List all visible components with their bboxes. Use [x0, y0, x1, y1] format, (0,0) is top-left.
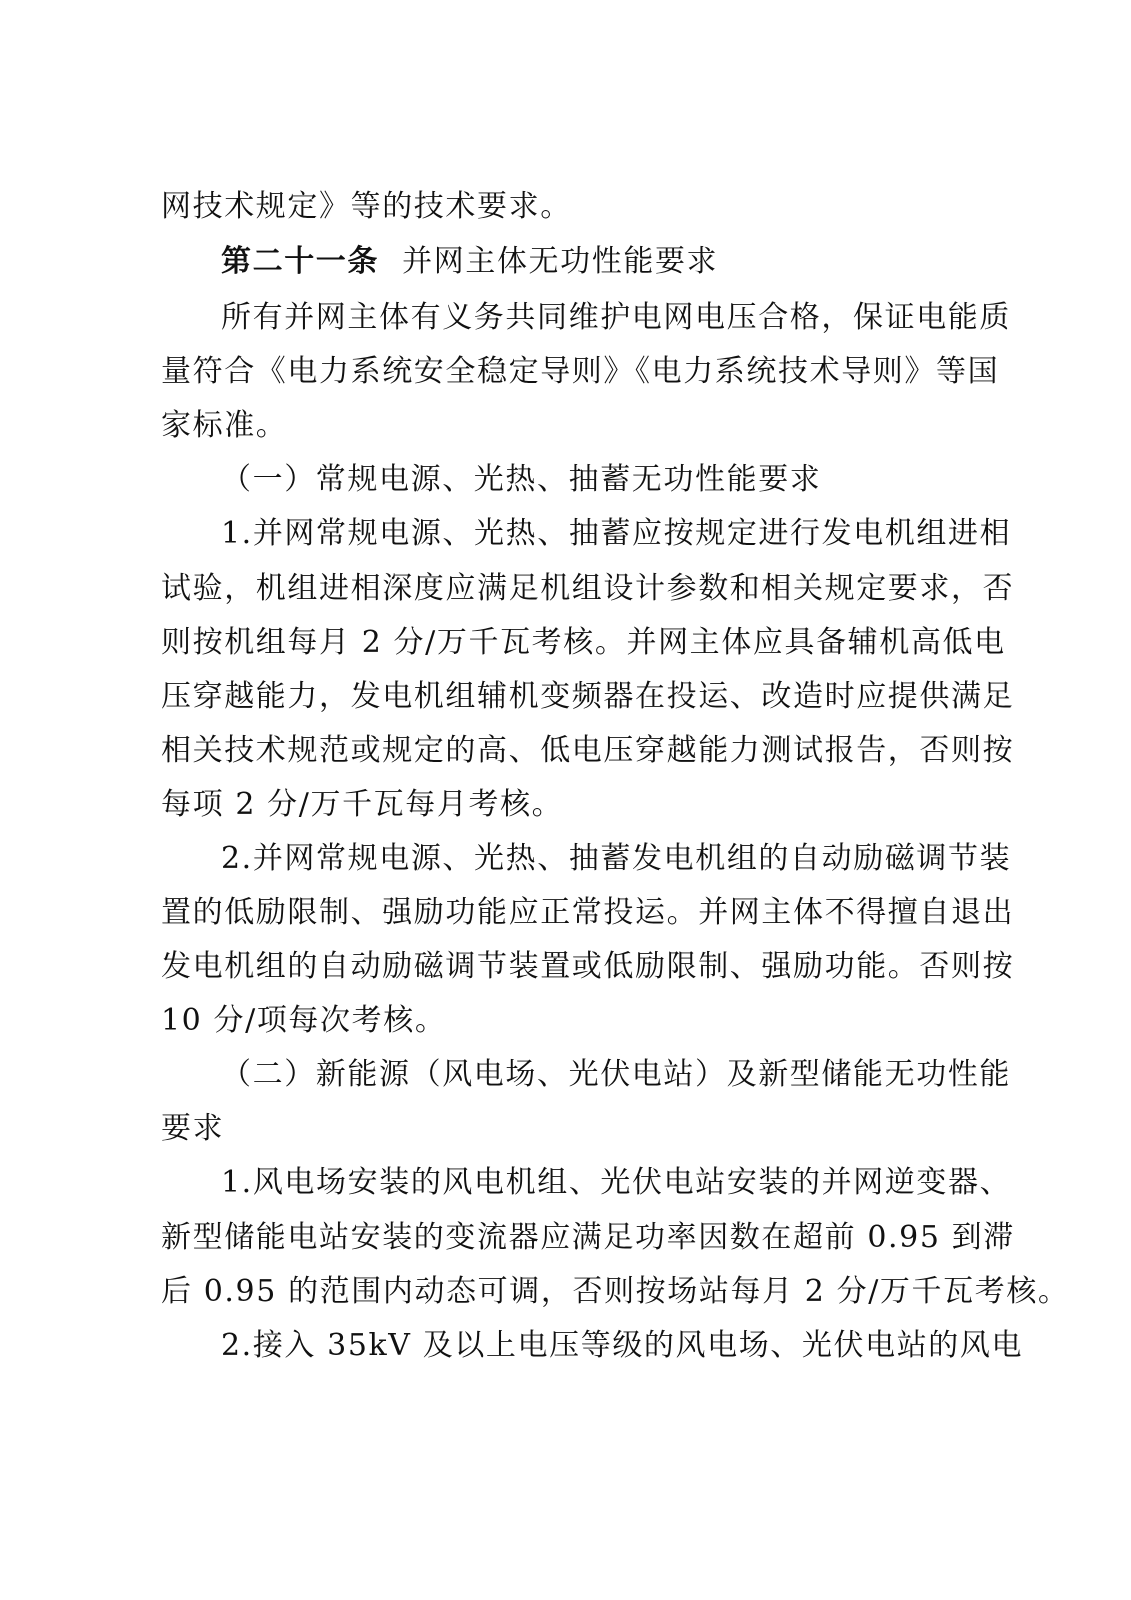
paragraph-line: 2.接入 35kV 及以上电压等级的风电场、光伏电站的风电: [221, 1328, 1024, 1363]
paragraph-line: 压穿越能力，发电机组辅机变频器在投运、改造时应提供满足: [161, 679, 1015, 714]
article-title: 并网主体无功性能要求: [402, 244, 719, 279]
text-line-continuation: 网技术规定》等的技术要求。: [161, 189, 572, 224]
paragraph-line: 相关技术规范或规定的高、低电压穿越能力测试报告，否则按: [161, 733, 1015, 768]
paragraph-line: 试验，机组进相深度应满足机组设计参数和相关规定要求，否: [161, 571, 1015, 606]
paragraph-line: 家标准。: [161, 408, 288, 443]
paragraph-line: 量符合《电力系统安全稳定导则》《电力系统技术导则》等国: [161, 354, 1000, 389]
section-heading-continuation: 要求: [161, 1111, 225, 1146]
paragraph-line: 发电机组的自动励磁调节装置或低励限制、强励功能。否则按: [161, 949, 1015, 984]
paragraph-line: 每项 2 分/万千瓦每月考核。: [161, 787, 564, 822]
paragraph-line: 后 0.95 的范围内动态可调，否则按场站每月 2 分/万千瓦考核。: [161, 1274, 1070, 1309]
paragraph-line: 2.并网常规电源、光热、抽蓄发电机组的自动励磁调节装: [221, 841, 1012, 876]
section-heading: （一）常规电源、光热、抽蓄无功性能要求: [221, 462, 822, 497]
paragraph-line: 10 分/项每次考核。: [161, 1003, 447, 1038]
article-heading: [221, 242, 956, 282]
paragraph-line: 1.并网常规电源、光热、抽蓄应按规定进行发电机组进相: [221, 516, 1012, 551]
paragraph-line: 所有并网主体有义务共同维护电网电压合格，保证电能质: [221, 300, 1011, 335]
paragraph-line: 1.风电场安装的风电机组、光伏电站安装的并网逆变器、: [221, 1165, 1012, 1200]
section-heading: （二）新能源（风电场、光伏电站）及新型储能无功性能: [221, 1057, 1011, 1092]
paragraph-line: 则按机组每月 2 分/万千瓦考核。并网主体应具备辅机高低电: [161, 625, 1006, 660]
paragraph-line: 置的低励限制、强励功能应正常投运。并网主体不得擅自退出: [161, 895, 1015, 930]
article-number: 第二十一条: [221, 244, 379, 279]
paragraph-line: 新型储能电站安装的变流器应满足功率因数在超前 0.95 到滞: [161, 1220, 1015, 1255]
